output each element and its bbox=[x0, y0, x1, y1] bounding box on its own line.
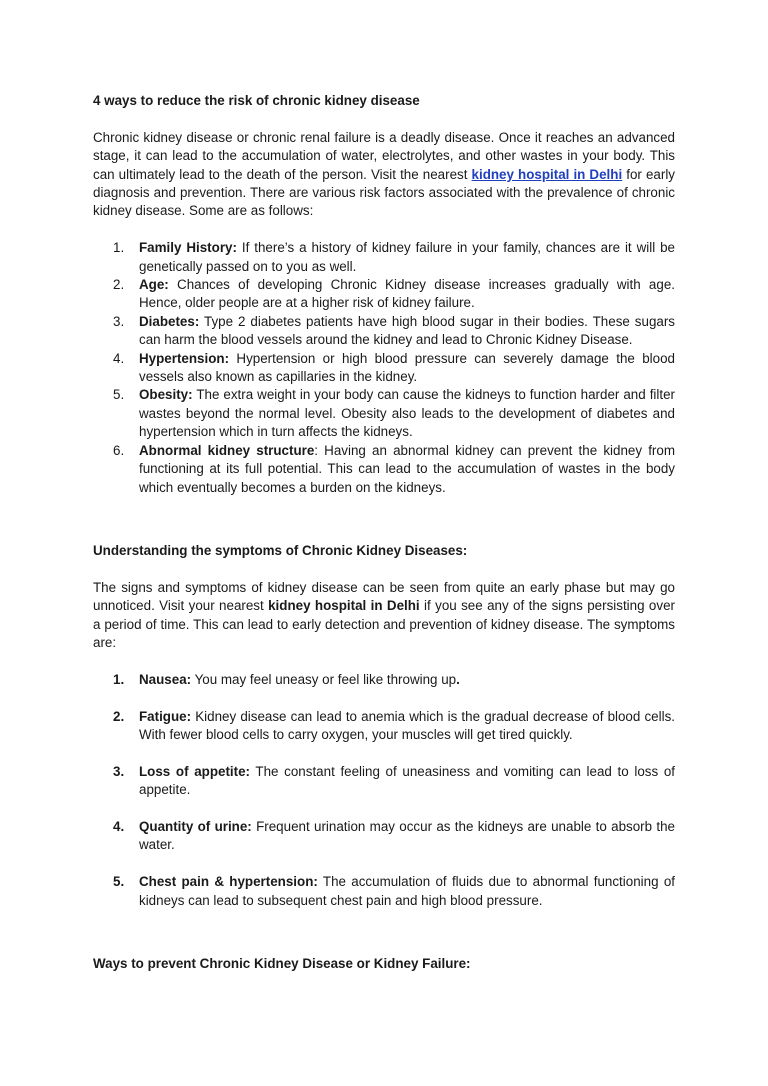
list-number: 4. bbox=[113, 818, 125, 834]
symptoms-intro-bold: kidney hospital in Delhi bbox=[268, 598, 420, 614]
list-text: You may feel uneasy or feel like throwing up bbox=[191, 671, 457, 687]
list-text: Kidney disease can lead to anemia which is the gradual decrease of blood cells. With fewer blood cells to carry oxygen, your muscles will get tired quickly. bbox=[139, 708, 675, 742]
list-item bbox=[93, 350, 675, 387]
list-number: 1. bbox=[113, 240, 125, 256]
list-text: : Having an abnormal kidney can prevent the kidney from functioning at its full potential. This can lead to the accumulation of wastes in the body which eventually becomes a burden on the kidneys. bbox=[139, 442, 675, 495]
list-number: 5. bbox=[113, 874, 125, 890]
list-number: 3. bbox=[113, 763, 125, 779]
list-term: Family History: bbox=[139, 240, 237, 256]
kidney-hospital-link[interactable]: kidney hospital in Delhi bbox=[471, 166, 623, 182]
list-text: The extra weight in your body can cause the kidneys to function harder and filter wastes beyond the normal level. Obesity also leads to the development of diabetes and hypertension which in turn affects the kidneys. bbox=[139, 387, 675, 440]
list-term: Quantity of urine: bbox=[139, 818, 252, 834]
document-page bbox=[93, 92, 675, 973]
list-item bbox=[93, 708, 675, 745]
symptoms-intro-start: The signs and symptoms of kidney disease can be seen from quite an early phase but may go unnoticed. Visit your nearest bbox=[93, 579, 675, 614]
list-tail: . bbox=[456, 671, 460, 687]
list-item bbox=[93, 386, 675, 441]
risk-factor-list bbox=[93, 239, 675, 497]
list-item bbox=[93, 873, 675, 910]
list-item bbox=[93, 671, 675, 689]
list-item bbox=[93, 276, 675, 313]
intro-text-end: for early diagnosis and prevention. There are various risk factors associated with the prevalence of chronic kidney disease. Some are as follows: bbox=[93, 166, 675, 219]
symptoms-intro-end: if you see any of the signs persisting over a period of time. This can lead to early detection and prevention of kidney disease. The symptoms are: bbox=[93, 598, 675, 650]
list-item bbox=[93, 313, 675, 350]
list-term: Loss of appetite: bbox=[139, 763, 251, 779]
list-text: Type 2 diabetes patients have high blood sugar in their bodies. These sugars can harm the blood vessels around the kidney and lead to Chronic Kidney Disease. bbox=[139, 313, 675, 348]
symptoms-intro-paragraph bbox=[93, 579, 675, 653]
list-term: Obesity: bbox=[139, 387, 193, 403]
symptom-list bbox=[93, 671, 675, 910]
list-item bbox=[93, 442, 675, 497]
section-heading-prevention: Ways to prevent Chronic Kidney Disease or Kidney Failure: bbox=[93, 955, 471, 971]
list-item bbox=[93, 239, 675, 276]
intro-paragraph bbox=[93, 129, 675, 221]
list-term: Fatigue: bbox=[139, 708, 192, 724]
list-text: The constant feeling of uneasiness and vomiting can lead to loss of appetite. bbox=[139, 763, 675, 798]
list-term: Nausea: bbox=[139, 671, 192, 687]
list-number: 1. bbox=[113, 671, 125, 687]
list-text: Hypertension or high blood pressure can severely damage the blood vessels also known as capillaries in the kidney. bbox=[139, 350, 675, 385]
list-number: 2. bbox=[113, 277, 125, 293]
list-term: Abnormal kidney structure bbox=[139, 442, 315, 458]
list-term: Diabetes: bbox=[139, 313, 200, 329]
section-heading-risk: 4 ways to reduce the risk of chronic kidney disease bbox=[93, 93, 420, 108]
intro-text-start: Chronic kidney disease or chronic renal failure is a deadly disease. Once it reaches an advanced stage, it can lead to the accumulation of water, electrolytes, and other wastes in your body. This can ultimately lead to the death of the person. Visit the nearest bbox=[93, 129, 675, 182]
list-number: 6. bbox=[113, 442, 125, 458]
list-item bbox=[93, 818, 675, 855]
section-heading-symptoms: Understanding the symptoms of Chronic Kidney Diseases: bbox=[93, 542, 468, 558]
list-term: Hypertension: bbox=[139, 350, 230, 366]
list-number: 2. bbox=[113, 708, 125, 724]
list-text: Frequent urination may occur as the kidneys are unable to absorb the water. bbox=[139, 818, 675, 853]
list-number: 4. bbox=[113, 350, 125, 366]
list-number: 3. bbox=[113, 313, 125, 329]
list-term: Age: bbox=[139, 277, 169, 293]
list-item bbox=[93, 763, 675, 800]
list-text: The accumulation of fluids due to abnormal functioning of kidneys can lead to subsequent chest pain and high blood pressure. bbox=[139, 874, 675, 908]
list-text: If there’s a history of kidney failure in your family, chances are it will be genetically passed on to you as well. bbox=[139, 240, 675, 274]
list-number: 5. bbox=[113, 387, 125, 403]
list-text: Chances of developing Chronic Kidney disease increases gradually with age. Hence, older people are at a higher risk of kidney failure. bbox=[139, 277, 675, 311]
list-term: Chest pain & hypertension: bbox=[139, 874, 318, 890]
